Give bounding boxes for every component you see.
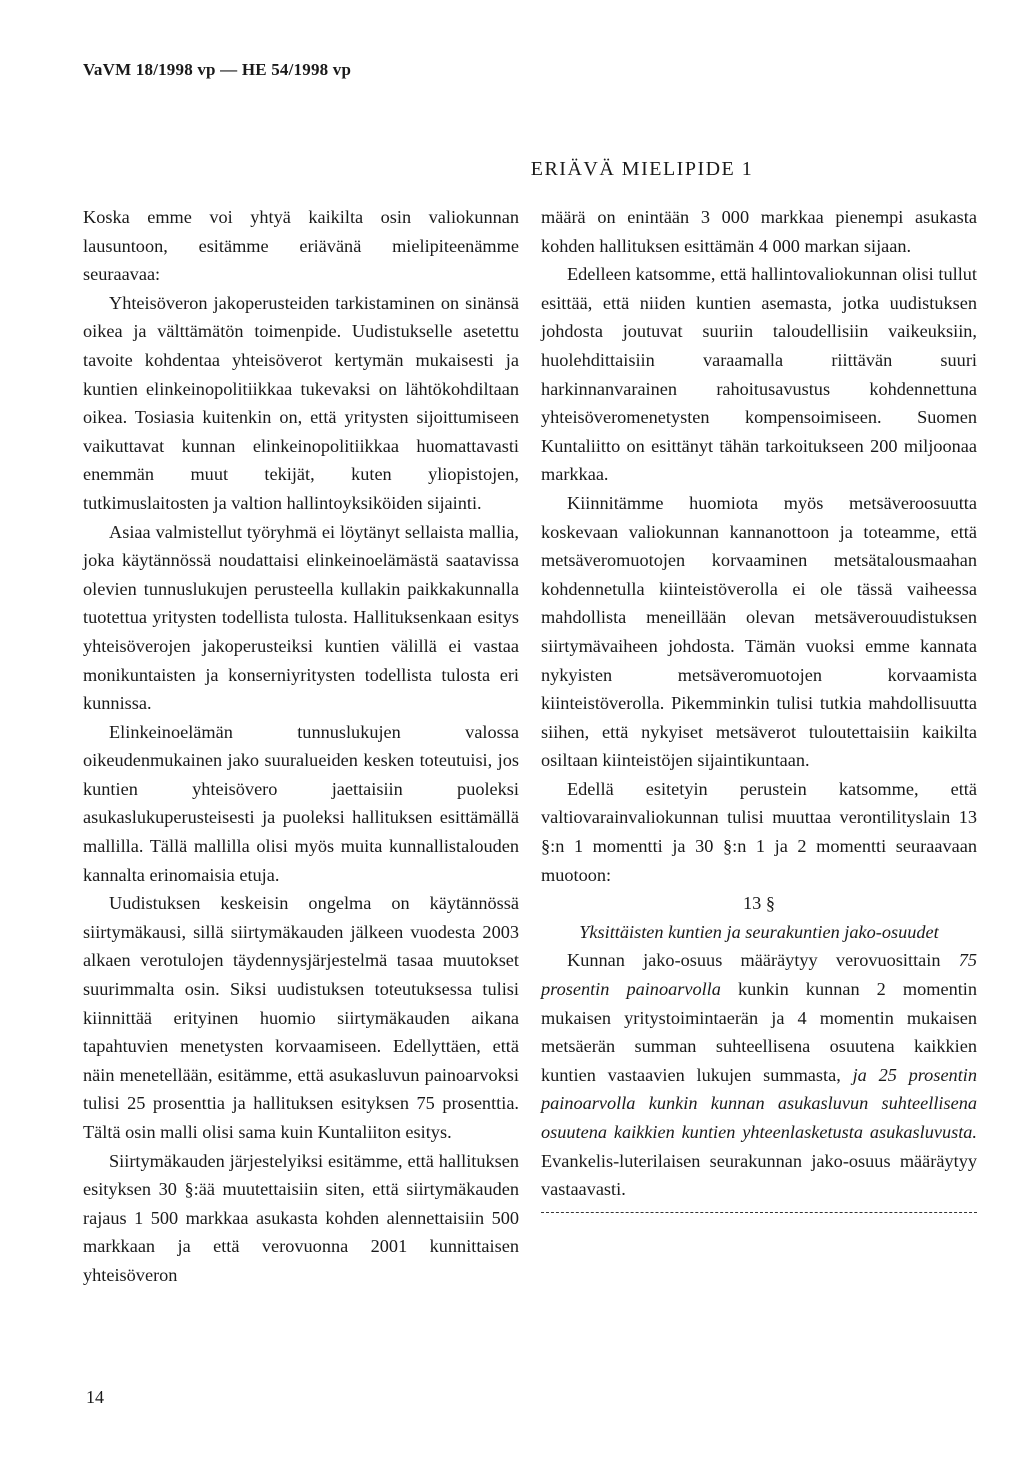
statute-text-part: Evankelis-luterilaisen seurakunnan jako-osuus määräytyy vastaavasti.	[541, 1150, 977, 1200]
statute-emphasis: ja 25 prosentin painoarvolla kunkin kunnan asukasluvun suhteellisena osuutena kaikkien kuntien yhteenlasketusta asukasluvusta.	[541, 1064, 977, 1142]
section-title: ERIÄVÄ MIELIPIDE 1	[530, 158, 754, 180]
statute-heading: Yksittäisten kuntien ja seurakuntien jako-osuudet	[579, 921, 939, 942]
running-header: VaVM 18/1998 vp — HE 54/1998 vp	[83, 60, 352, 79]
paragraph: Edellä esitetyin perustein katsomme, että valtiovarainvaliokunnan tulisi muuttaa verontilityslain 13 §:n 1 momentti ja 30 §:n 1 ja 2 momentti seuraavaan muotoon:	[541, 778, 977, 885]
statute-text-part: Kunnan jako-osuus määräytyy verovuosittain	[567, 950, 959, 971]
statute-section-number: 13 §	[743, 893, 775, 914]
statute-text-part: kunkin kunnan 2 momentin mukaisen yritystoimintaerän ja 4 momentin mukaisen metsäerän summan suhteellisena osuutena kaikkien kuntien vastaavien lukujen summasta,	[541, 979, 978, 1085]
paragraph: Asiaa valmistellut työryhmä ei löytänyt sellaista mallia, joka käytännössä noudattaisi elinkeinoelämästä saatavissa olevien tunnuslukujen perusteella kullakin paikkakunnalla tuotettua yritysten todellista tulosta. Hallituksenkaan esitys yhteisöverojen jakoperusteiksi kuntien välillä ei vastaa monikuntaisten ja konserniyritysten todellista tulosta eri kunnissa.	[83, 521, 519, 714]
paragraph-intro: Koska emme voi yhtyä kaikilta osin valiokunnan lausuntoon, esitämme eriävänä mielipiteenämme seuraavaa:	[83, 207, 519, 285]
paragraph: Siirtymäkauden järjestelyiksi esitämme, että hallituksen esityksen 30 §:ää muutettaisiin siten, että siirtymäkauden rajaus 1 500 markkaa asukasta kohden alennettaisiin 500 markkaan ja että verovuonna 2001 kunnittaisen yhteisöveron	[83, 1150, 519, 1285]
page-number: 14	[86, 1387, 104, 1407]
right-column	[541, 203, 977, 1213]
paragraph: Kiinnitämme huomiota myös metsäveroosuutta koskevaan valiokunnan kannanottoon ja toteamme, että metsäveromuotojen korvaaminen metsätalousmaahan kohdennetulla kiinteistöverolla ei ole tässä vaiheessa mahdollista meneillään olevan metsäverouudistuksen siirtymävaiheen johdosta. Tämän vuoksi emme kannata nykyisten metsäveromuotojen korvaamista kiinteistöverolla. Pikemminkin tulisi tutkia mahdollisuutta siihen, että nykyiset metsäverot tuloutettaisiin kaikilta osiltaan kiinteistöjen sijaintikuntaan.	[541, 492, 977, 771]
statute-emphasis: 75 prosentin painoarvolla	[541, 950, 977, 1000]
statute-text	[541, 946, 977, 1203]
paragraph-continued: määrä on enintään 3 000 markkaa pienempi asukasta kohden hallituksen esittämän 4 000 markan sijaan.	[541, 207, 977, 256]
paragraph: Uudistuksen keskeisin ongelma on käytännössä siirtymäkausi, sillä siirtymäkauden jälkeen vuodesta 2003 alkaen verotulojen täydennysjärjestelmä tasaa muutokset suurimmalta osin. Siksi uudistuksen toteutuksessa tulisi kiinnittää erityinen huomio siirtymäkauden aikana tapahtuvien menetysten korvaamiseen. Edellyttäen, että näin menetellään, esitämme, että asukasluvun painoarvoksi tulisi 25 prosenttia ja hallituksen esityksen 75 prosenttia. Tältä osin malli olisi sama kuin Kuntaliiton esitys.	[83, 893, 519, 1142]
paragraph: Edelleen katsomme, että hallintovaliokunnan olisi tullut esittää, että niiden kuntien asemasta, jotka uudistuksen johdosta joutuvat suuriin taloudellisiin vaikeuksiin, huolehdittaisiin varaamalla riittävän suuri harkinnanvarainen rahoitusavustus kohdennettuna yhteisöveromenetysten kompensoimiseen. Suomen Kuntaliitto on esittänyt tähän tarkoitukseen 200 miljoonaa markkaa.	[541, 264, 977, 485]
paragraph: Elinkeinoelämän tunnuslukujen valossa oikeudenmukainen jako suuralueiden kesken toteutuisi, jos kuntien yhteisövero jaettaisiin puoleksi asukaslukuperusteisesti ja puoleksi hallituksen esittämällä mallilla. Tällä mallilla olisi myös muita kunnallistalouden kannalta erinomaisia etuja.	[83, 721, 519, 885]
dashed-divider	[541, 1212, 977, 1213]
paragraph: Yhteisöveron jakoperusteiden tarkistaminen on sinänsä oikea ja välttämätön toimenpide. Uudistukselle asetettu tavoite kohdentaa yhteisöverot kertymän mukaisesti ja kuntien elinkeinopolitiikkaa tukevaksi on lähtökohdiltaan oikea. Tosiasia kuitenkin on, että yritysten sijoittumiseen vaikuttavat kunnan elinkeinopolitiikkaa huomattavasti enemmän muut tekijät, kuten yliopistojen, tutkimuslaitosten ja valtion hallintoyksiköiden sijainti.	[83, 292, 519, 513]
left-column	[83, 203, 519, 1290]
